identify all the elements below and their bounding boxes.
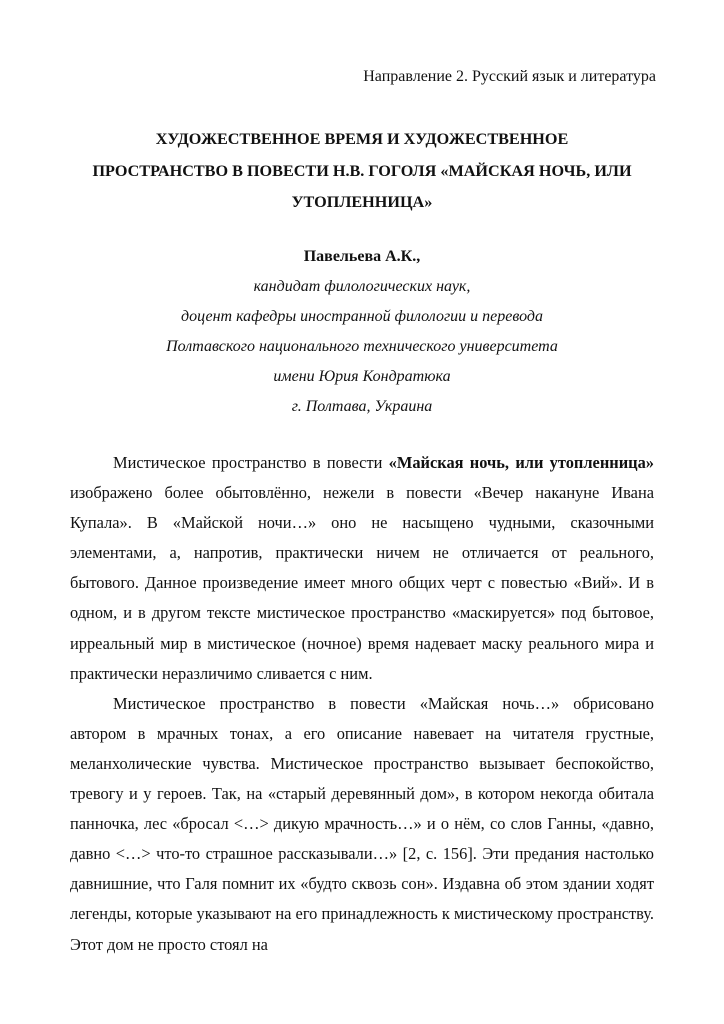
author-university-name: имени Юрия Кондратюка bbox=[273, 368, 451, 385]
author-university: Полтавского национального технического университета bbox=[166, 338, 558, 355]
title-line: ПРОСТРАНСТВО В ПОВЕСТИ Н.В. ГОГОЛЯ «МАЙСКАЯ НОЧЬ, ИЛИ bbox=[92, 161, 632, 180]
work-title: «Майская ночь, или утопленница» bbox=[388, 453, 654, 472]
author-block bbox=[70, 242, 654, 422]
paragraph: Мистическое пространство в повести «Майская ночь…» обрисовано автором в мрачных тонах, а его описание навевает на читателя грустные, меланхолические чувства. Мистическое пространство вызывает беспокойство, тревогу и у героев. Так, на «старый деревянный дом», в котором некогда обитала панночка, лес «бросал <…> дикую мрачность…» и о нём, со слов Ганны, «давно, давно <…> что-то страшное рассказывали…» [2, с. 156]. Эти предания настолько давнишние, что Галя помнит их «будто сквозь сон». Издавна об этом здании ходят легенды, которые указывают на его принадлежность к мистическому пространству. Этот дом не просто стоял на bbox=[70, 693, 654, 954]
author-name: Павельева А.К., bbox=[303, 248, 421, 265]
paragraph-text: изображено более обытовлённо, нежели в повести «Вечер накануне Ивана Купала». В «Майской ночи…» оно не насыщено чудными, сказочными элементами, а, напротив, практически ничем не отличается от реального, бытового. Данное произведение имеет много общих черт с повестью «Вий». И в одном, и в другом тексте мистическое пространство «маскируется» под бытовое, ирреальный мир в мистическое (ночное) время надевает маску реального мира и практически неразличимо сливается с ним. bbox=[70, 483, 654, 683]
paragraph bbox=[70, 448, 654, 689]
paragraph-lead: Мистическое пространство в повести bbox=[113, 453, 389, 472]
section-heading: Направление 2. Русский язык и литература bbox=[363, 68, 656, 85]
title-line: УТОПЛЕННИЦА» bbox=[291, 193, 433, 211]
author-degree: кандидат филологических наук, bbox=[253, 278, 471, 295]
author-position: доцент кафедры иностранной филологии и перевода bbox=[181, 308, 543, 325]
title-line: ХУДОЖЕСТВЕННОЕ ВРЕМЯ И ХУДОЖЕСТВЕННОЕ bbox=[155, 130, 569, 148]
author-city: г. Полтава, Украина bbox=[291, 398, 433, 415]
article-title bbox=[70, 124, 654, 219]
article-body bbox=[70, 448, 654, 960]
